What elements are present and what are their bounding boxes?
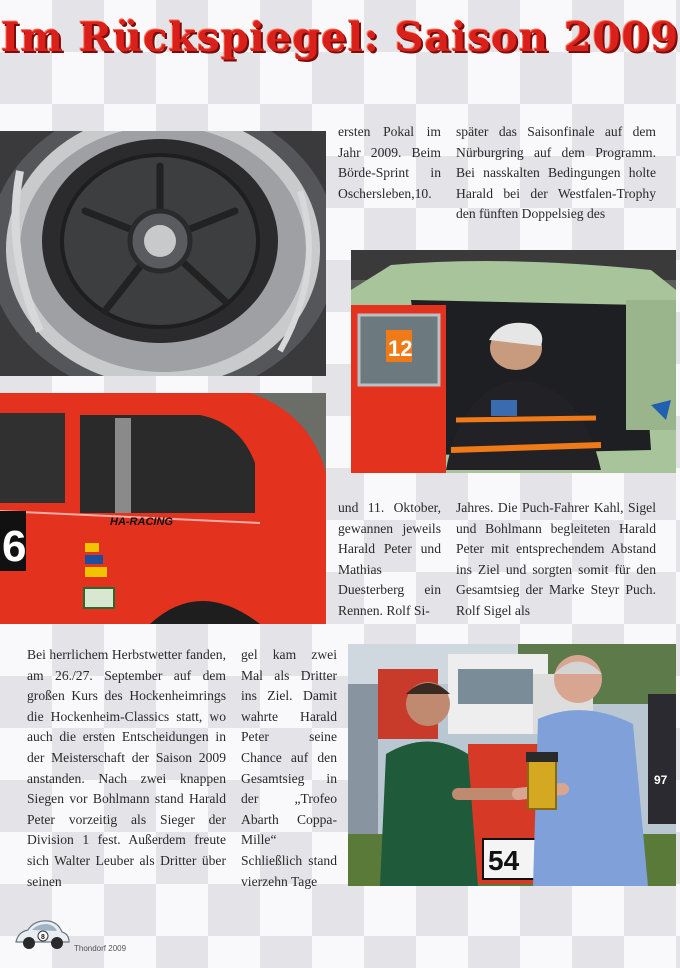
race-number-54: 54	[488, 845, 520, 876]
trophy-presentation-photo	[348, 644, 676, 886]
fiat-car-logo	[12, 916, 72, 952]
red-car-photo	[0, 393, 326, 624]
wheel-photo	[0, 131, 326, 376]
footer-label: Thondorf 2009	[74, 944, 127, 953]
car-side-number: 6	[2, 522, 27, 571]
text-column-top-left: ersten Pokal im Jahr 2009. Beim Börde-Sprint in Oschersleben,10.	[338, 124, 441, 201]
text-column-middle-right: Jahres. Die Puch-Fahrer Kahl, Sigel und Bohlmann begleiteten Harald Peter mit entsprechendem Abstand ins Ziel und sorgten somit für den Gesamtsieg der Marke Steyr Puch. Rolf Sigel als	[456, 500, 656, 618]
text-column-bottom-left: Bei herrlichem Herbstwetter fanden, am 26./27. September auf dem großen Kurs des Hockenheimrings die Hockenheim-Classics statt, wo auch die ersten Entscheidungen in der Meisterschaft der Saison 2009 anstanden. Nach zwei knappen Siegen vor Bohlmann stand Harald Peter vorzeitig als Sieger der Division 1 fest. Außerdem freute sich Walter Leuber als Dritter über seinen	[27, 647, 226, 889]
car-plate: 97	[654, 773, 668, 787]
car-door-sticker: HA-RACING	[110, 516, 173, 528]
green-car-driver-photo	[351, 250, 676, 473]
text-column-middle-left: und 11. Oktober, gewannen jeweils Harald Peter und Mathias Duesterberg ein Rennen. Rolf Si-	[338, 500, 441, 618]
page-title: Im Rückspiegel: Saison 2009	[0, 14, 680, 61]
text-column-top-right: später das Saisonfinale auf dem Nürburgring auf dem Programm. Bei nasskalten Bedingungen holte Harald bei der Westfalen-Trophy den fünften Doppelsieg des	[456, 124, 656, 222]
car-number-12: 12	[388, 336, 413, 361]
logo-car-number: 8	[41, 934, 45, 941]
text-column-bottom-middle: gel kam zwei Mal als Dritter ins Ziel. Damit wahrte Harald Peter seine Chance auf den Gesamtsieg in der „Trofeo Abarth Coppa-Mille“ Schließlich stand vierzehn Tage	[241, 647, 337, 889]
